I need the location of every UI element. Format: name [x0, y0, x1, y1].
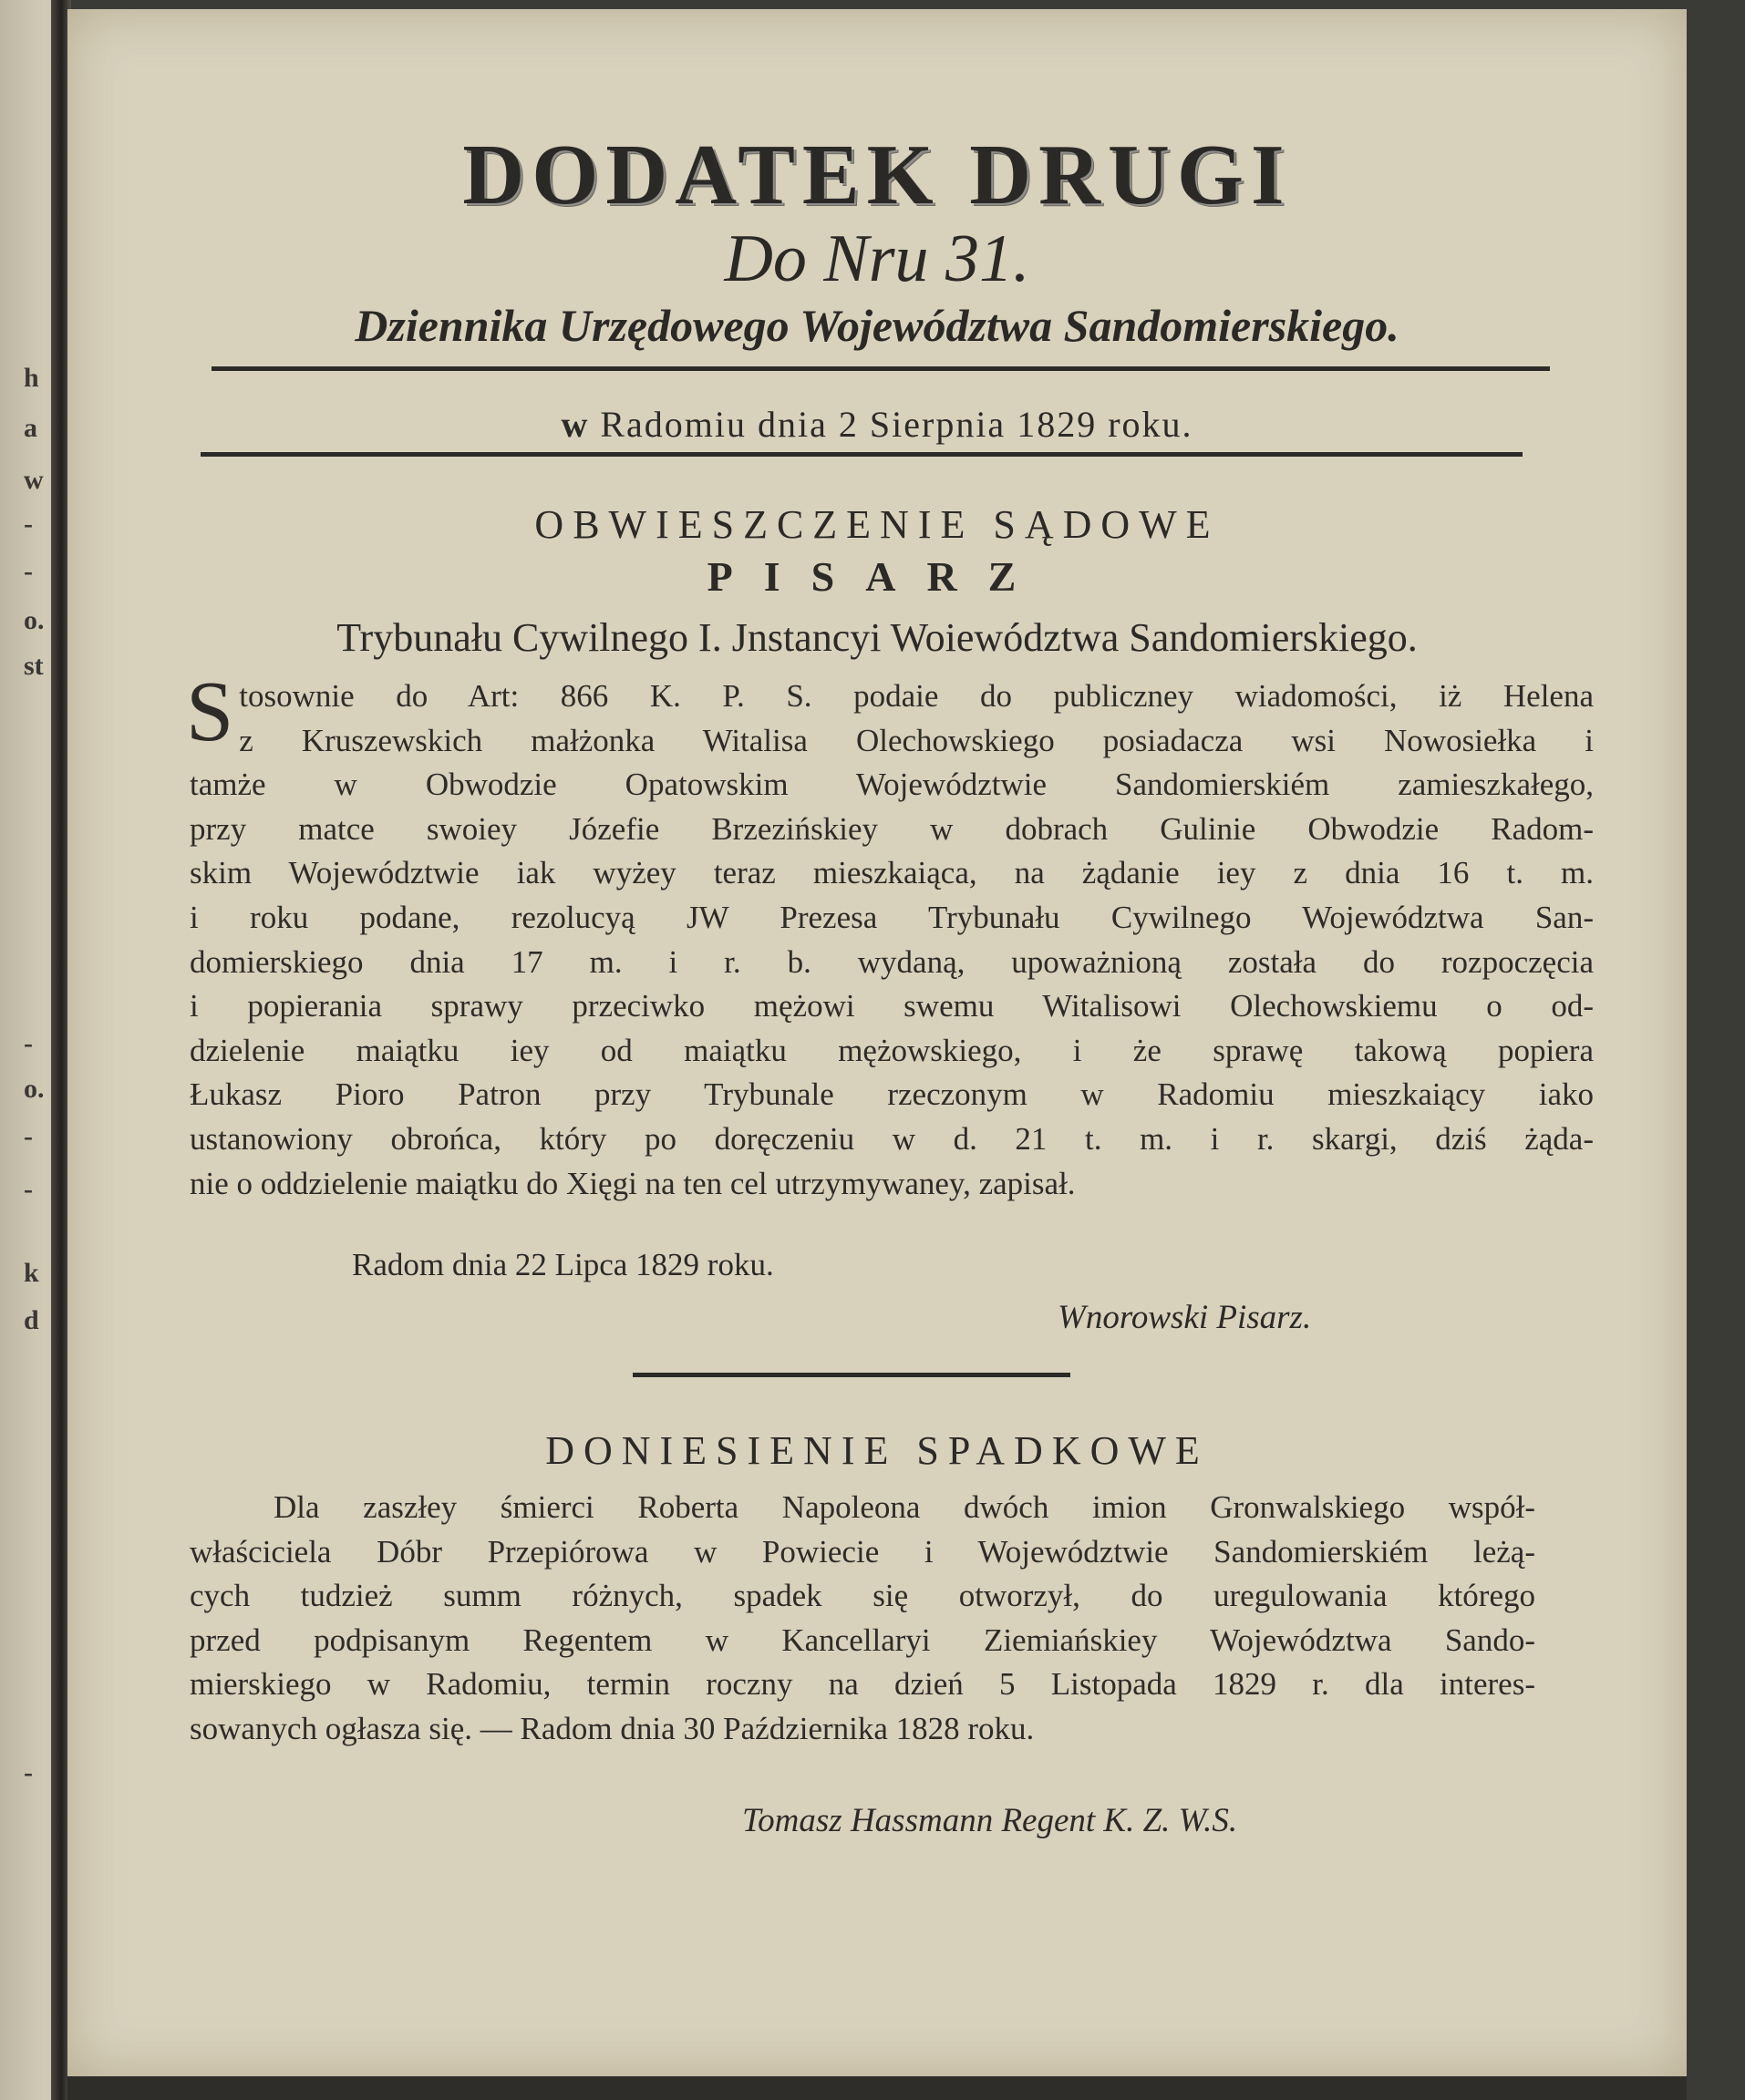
issue-date-line: [67, 403, 1687, 446]
notice1-signature: Wnorowski Pisarz.: [1058, 1299, 1312, 1336]
notice2-line: sowanych ogłasza się. — Radom dnia 30 Października 1828 roku.: [190, 1710, 1035, 1746]
notice1-line: tamże w Obwodzie Opatowskim Województwie Sandomierskiém zamieszkałego,: [190, 767, 1594, 803]
notice1-line: z Kruszewskich małżonka Witalisa Olechowskiego posiadacza wsi Nowosiełka i: [239, 722, 1594, 758]
notice1-dropcap: S: [186, 664, 234, 759]
prev-page-fragment: -: [24, 1121, 33, 1151]
issue-date: Radomiu dnia 2 Sierpnia 1829 roku.: [600, 404, 1193, 445]
supplement-title: DODATEK DRUGI: [462, 128, 1292, 222]
date-prefix: w: [561, 404, 590, 445]
notice2-body: [190, 1486, 1535, 1752]
prev-page-fragment: -: [24, 1028, 33, 1058]
notice2-line: właściciela Dóbr Przepiórowa w Powiecie i Województwie Sandomierskiém leżą-: [190, 1533, 1535, 1570]
notice2-line: przed podpisanym Regentem w Kancellaryi Ziemiańskiey Województwa Sando-: [190, 1621, 1535, 1658]
notice1-line: dzielenie maiątku iey od maiątku mężowskiego, i że sprawę takową popiera: [190, 1032, 1594, 1068]
issue-number: Do Nru 31.: [724, 221, 1030, 296]
notice2-heading: DONIESIENIE SPADKOWE: [545, 1428, 1209, 1473]
journal-name: Dziennika Urzędowego Województwa Sandomierskiego.: [355, 300, 1399, 351]
notice2-line: mierskiego w Radomiu, termin roczny na dzień 5 Listopada 1829 r. dla interes-: [190, 1666, 1535, 1703]
notice1-heading: OBWIESZCZENIE SĄDOWE: [534, 502, 1220, 547]
notice1-line: i popierania sprawy przeciwko mężowi swemu Witalisowi Olechowskiemu o od-: [190, 988, 1594, 1024]
notice2-line: Dla zaszłey śmierci Roberta Napoleona dwóch imion Gronwalskiego współ-: [274, 1489, 1535, 1525]
notice1-place-date: Radom dnia 22 Lipca 1829 roku.: [352, 1247, 774, 1282]
prev-page-fragment: a: [24, 413, 37, 443]
notice1-court: Trybunału Cywilnego I. Jnstancyi Woiewództwa Sandomierskiego.: [336, 615, 1418, 660]
prev-page-fragment: k: [24, 1258, 39, 1288]
prev-page-fragment: d: [24, 1305, 39, 1335]
prev-page-fragment: -: [24, 509, 33, 539]
notice2-signature: Tomasz Hassmann Regent K. Z. W.S.: [742, 1802, 1238, 1839]
prev-page-fragment: -: [24, 1757, 33, 1787]
header-rule-top: [212, 366, 1550, 371]
notice1-line: nie o oddzielenie maiątku do Xięgi na ten cel utrzymywaney, zapisał.: [190, 1165, 1076, 1201]
notice1-body: [186, 664, 1594, 1206]
prev-page-fragment: -: [24, 1174, 33, 1204]
header-rule-bottom: [201, 452, 1523, 457]
notice2-line: cych tudzież summ różnych, spadek się otworzył, do uregulowania którego: [190, 1578, 1535, 1614]
prev-page-fragment: h: [24, 363, 39, 393]
notice1-office: PISARZ: [707, 553, 1048, 600]
document-page: [67, 9, 1687, 2076]
prev-page-fragment: o.: [24, 1074, 45, 1104]
prev-page-fragment: st: [24, 651, 44, 681]
prev-page-fragment: w: [24, 465, 44, 495]
notice1-line: ustanowiony obrońca, który po doręczeniu w d. 21 t. m. i r. skargi, dziś żąda-: [190, 1120, 1594, 1157]
prev-page-fragment: -: [24, 556, 33, 586]
notice1-line: tosownie do Art: 866 K. P. S. podaie do publiczney wiadomości, iż Helena: [239, 678, 1594, 714]
notice1-line: Łukasz Pioro Patron przy Trybunale rzeczonym w Radomiu mieszkaiący iako: [190, 1076, 1594, 1113]
notice1-line: domierskiego dnia 17 m. i r. b. wydaną, upoważnioną została do rozpoczęcia: [190, 943, 1594, 980]
notice1-line: i roku podane, rezolucyą JW Prezesa Trybunału Cywilnego Województwa San-: [190, 899, 1594, 935]
notice1-line: skim Województwie iak wyżey teraz mieszkaiąca, na żądanie iey z dnia 16 t. m.: [190, 855, 1594, 891]
notice1-line: przy matce swoiey Józefie Brzezińskiey w dobrach Gulinie Obwodzie Radom-: [190, 810, 1594, 847]
prev-page-fragment: o.: [24, 605, 45, 635]
section-divider: [633, 1373, 1070, 1377]
scan-bottom-edge: [67, 2076, 1687, 2100]
